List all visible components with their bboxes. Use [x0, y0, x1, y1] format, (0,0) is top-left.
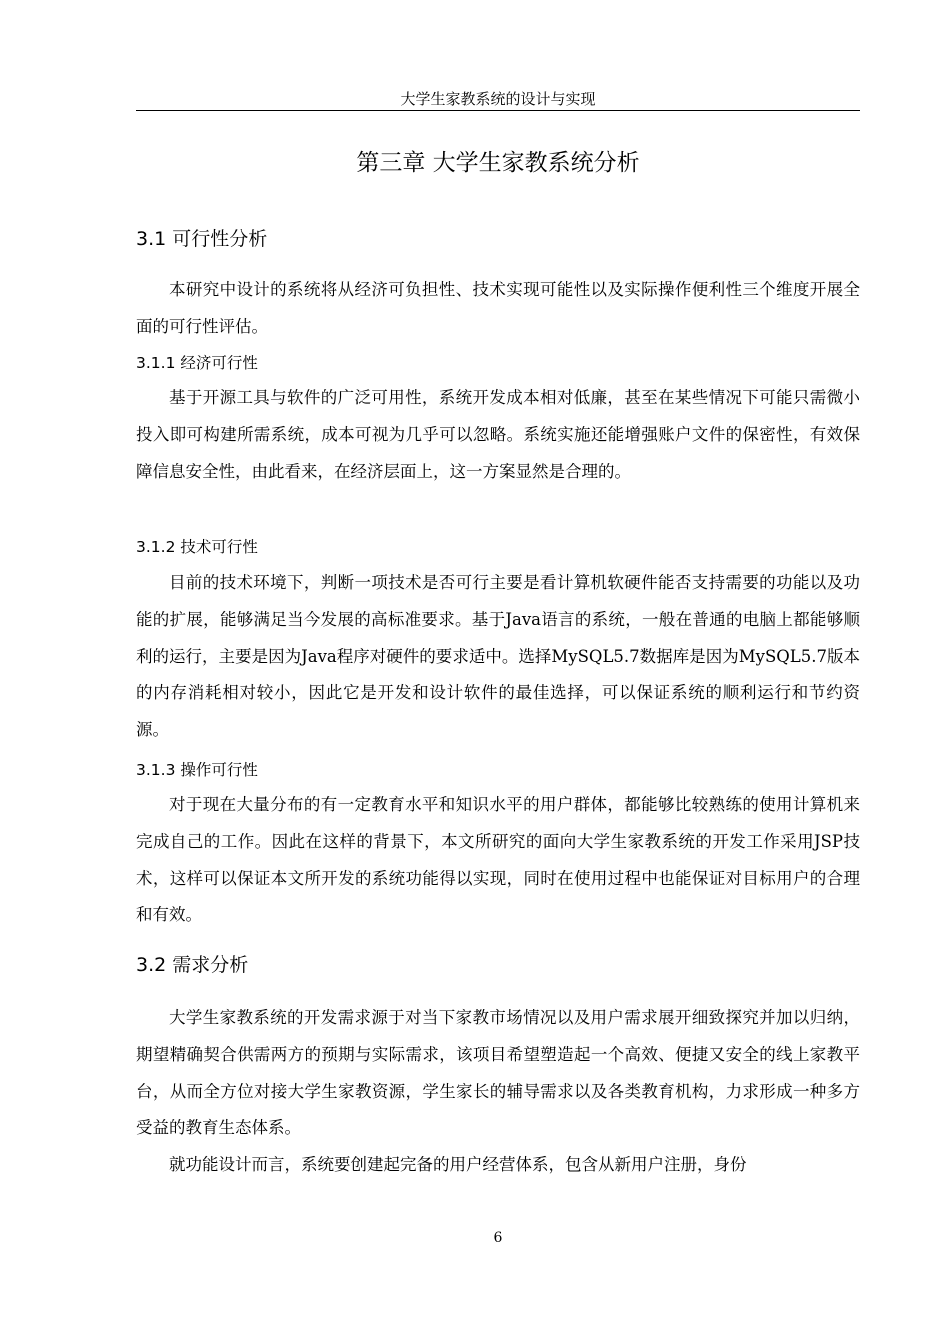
- running-header: 大学生家教系统的设计与实现: [400, 90, 596, 108]
- header-rule: [136, 110, 860, 111]
- chapter-title: 第三章 大学生家教系统分析: [356, 150, 640, 176]
- section-3-2-para-2: 就功能设计而言，系统要创建起完备的用户经营体系，包含从新用户注册，身份: [169, 1155, 747, 1174]
- section-heading-3-1: 3.1 可行性分析: [136, 228, 268, 250]
- section-3-1-intro: 本研究中设计的系统将从经济可负担性、技术实现可能性以及实际操作便利性三个维度开展全面的可行性评估。: [136, 280, 860, 336]
- section-3-2-para-1: 大学生家教系统的开发需求源于对当下家教市场情况以及用户需求展开细致探究并加以归纳，期望精确契合供需两方的预期与实际需求，该项目希望塑造起一个高效、便捷又安全的线上家教平台，从而全方位对接大学生家教资源，学生家长的辅导需求以及各类教育机构，力求形成一种多方受益的教育生态体系。: [136, 1008, 860, 1138]
- page-number: 6: [493, 1230, 503, 1246]
- subsection-3-1-2-text: 目前的技术环境下，判断一项技术是否可行主要是看计算机软硬件能否支持需要的功能以及功能的扩展，能够满足当今发展的高标准要求。基于Java语言的系统，一般在普通的电脑上都能够顺利的运行，主要是因为Java程序对硬件的要求适中。选择MySQL5.7数据库是因为MySQL5.7版本的内存消耗相对较小，因此它是开发和设计软件的最佳选择，可以保证系统的顺利运行和节约资源。: [136, 573, 860, 740]
- subsection-heading-3-1-2: 3.1.2 技术可行性: [136, 538, 258, 556]
- subsection-heading-3-1-3: 3.1.3 操作可行性: [136, 761, 258, 779]
- section-heading-3-2: 3.2 需求分析: [136, 954, 249, 976]
- subsection-heading-3-1-1: 3.1.1 经济可行性: [136, 354, 258, 372]
- subsection-3-1-3-text: 对于现在大量分布的有一定教育水平和知识水平的用户群体，都能够比较熟练的使用计算机来完成自己的工作。因此在这样的背景下，本文所研究的面向大学生家教系统的开发工作采用JSP技术，这样可以保证本文所开发的系统功能得以实现，同时在使用过程中也能保证对目标用户的合理和有效。: [136, 795, 860, 925]
- subsection-3-1-1-text: 基于开源工具与软件的广泛可用性，系统开发成本相对低廉，甚至在某些情况下可能只需微小投入即可构建所需系统，成本可视为几乎可以忽略。系统实施还能增强账户文件的保密性，有效保障信息安全性，由此看来，在经济层面上，这一方案显然是合理的。: [136, 388, 860, 481]
